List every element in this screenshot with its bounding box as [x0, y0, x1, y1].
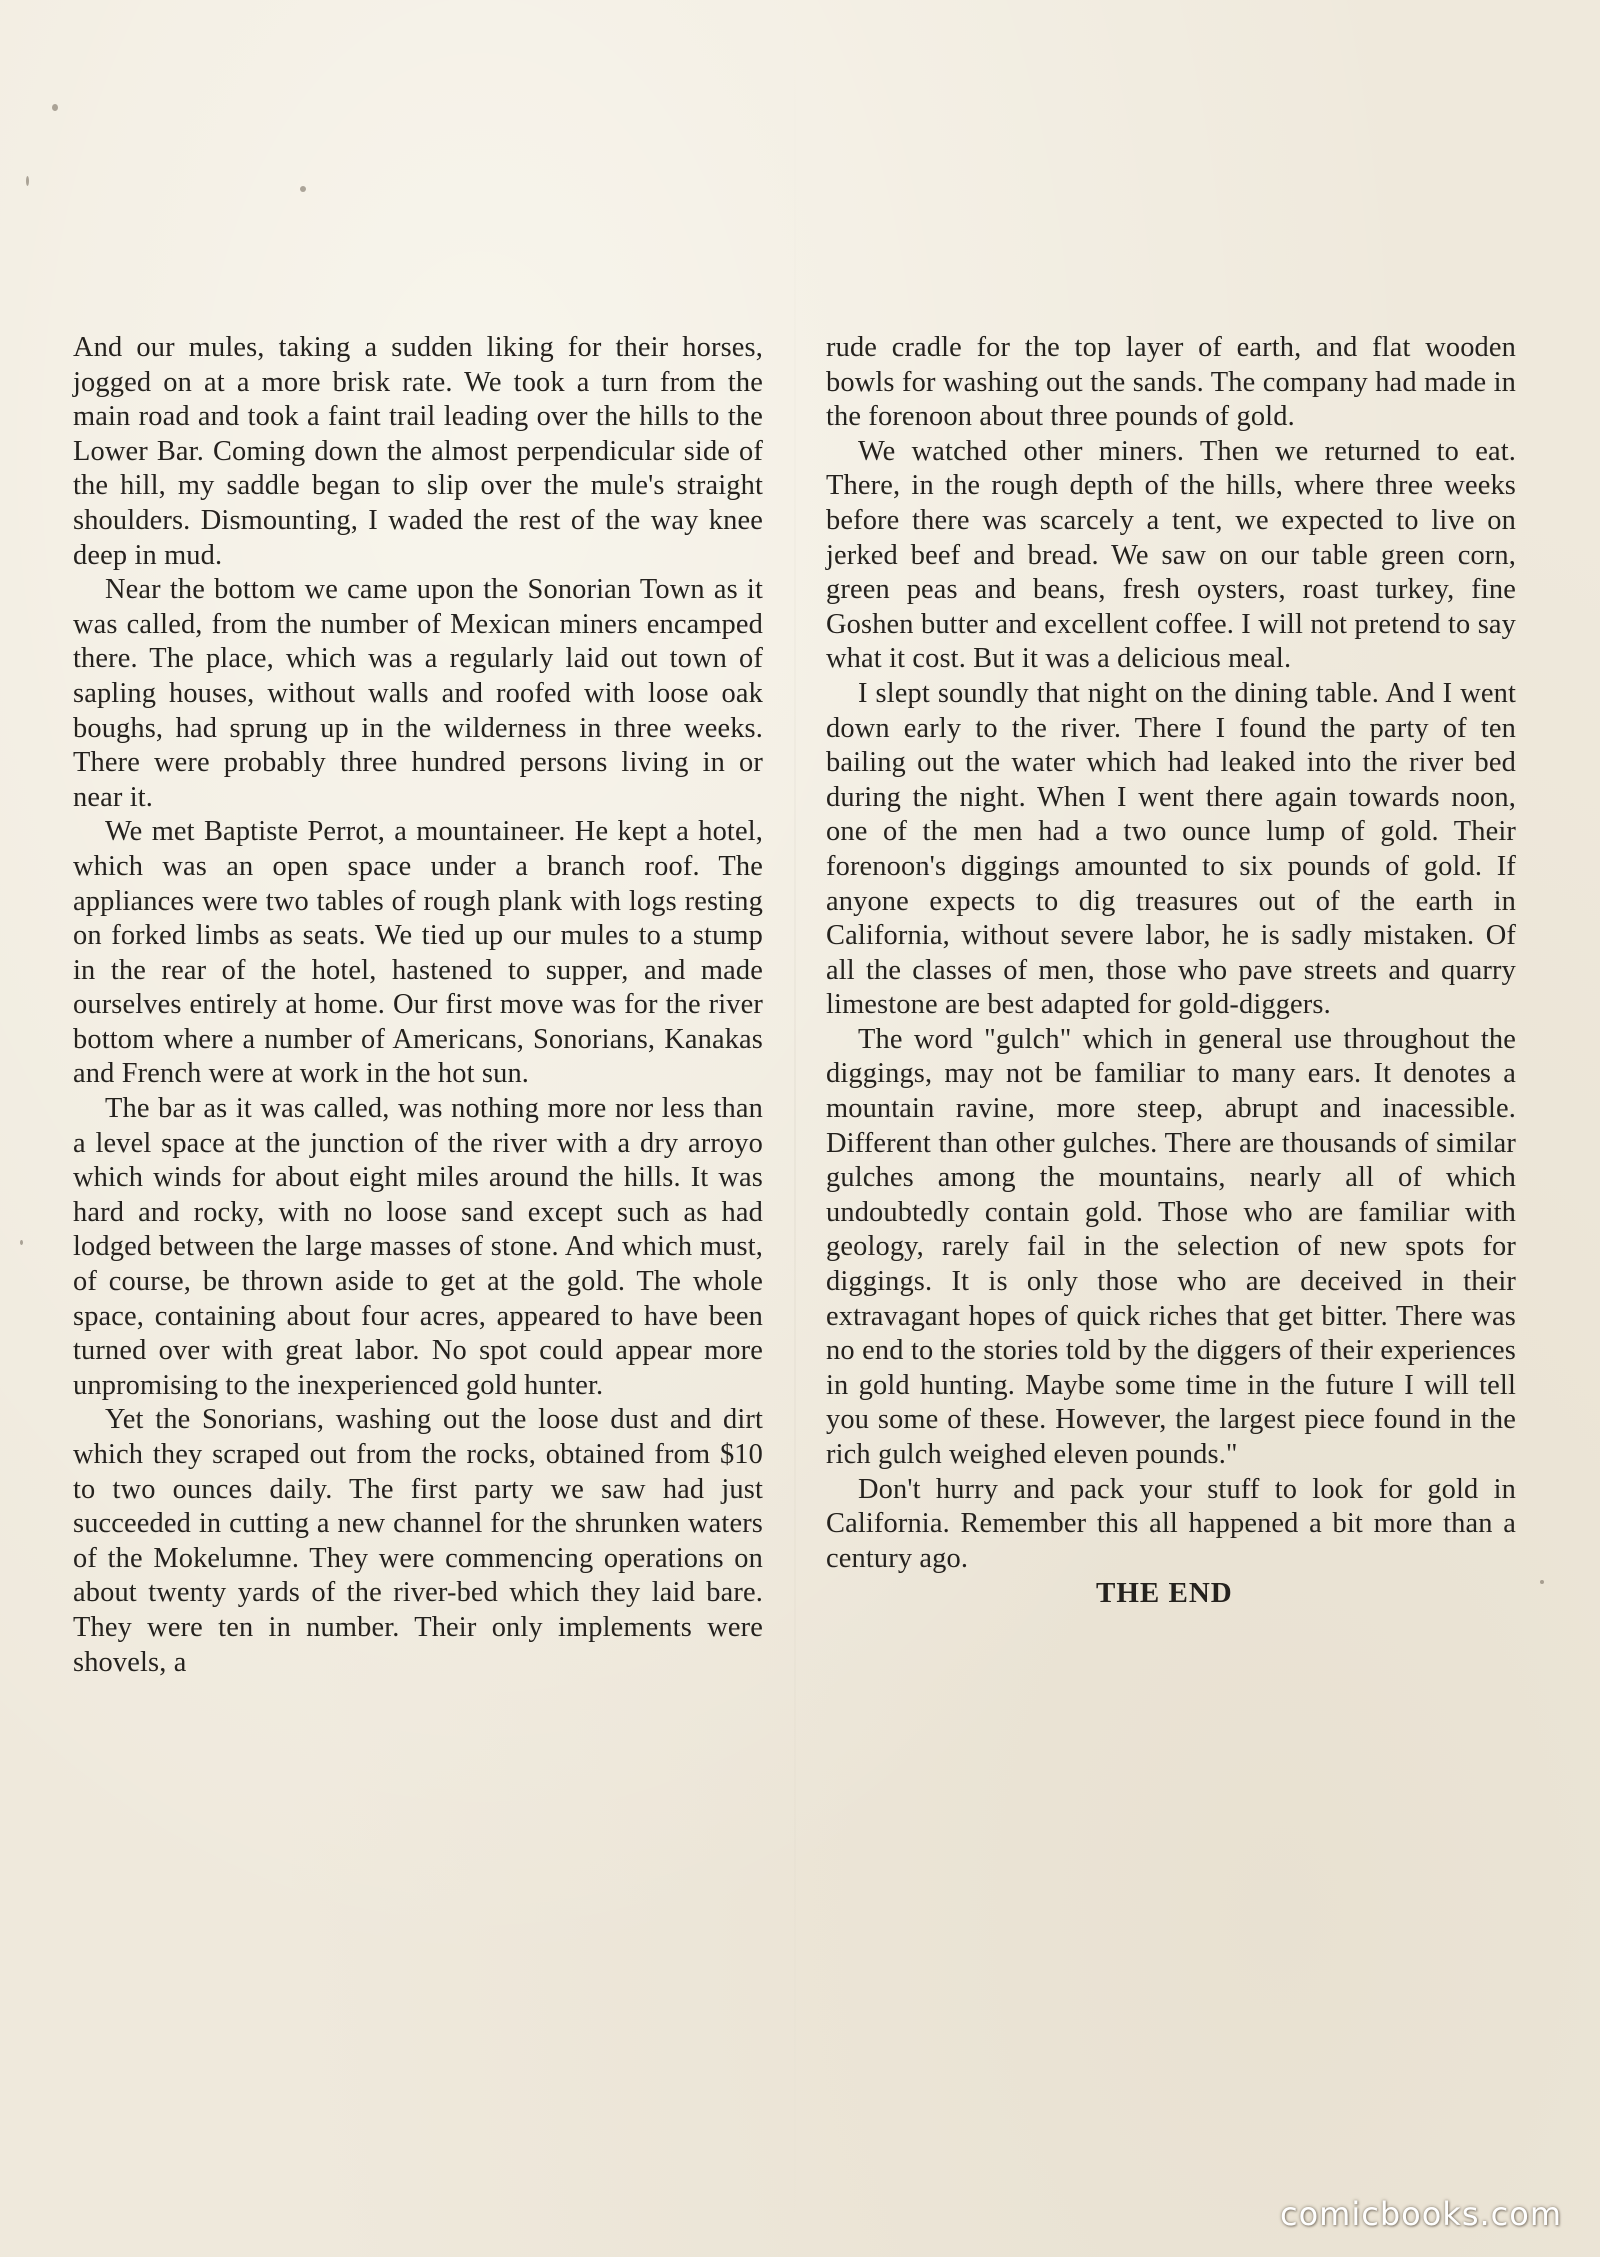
paper-speck [300, 186, 306, 192]
paper-speck [26, 176, 29, 186]
paper-speck [52, 104, 58, 111]
paragraph: We watched other miners. Then we returned to eat. There, in the rough depth of the hills, where three weeks before there was scarcely a tent, we expected to live on jerked beef and bread. We saw on our table green corn, green peas and beans, fresh oysters, roast turkey, fine Goshen butter and excellent coffee. I will not pretend to say what it cost. But it was a delicious meal. [826, 435, 1516, 675]
right-column [826, 331, 1516, 1611]
paper-speck [1540, 1580, 1544, 1584]
left-column [73, 331, 763, 1680]
paragraph: Yet the Sonorians, washing out the loose dust and dirt which they scraped out from the rocks, obtained from $10 to two ounces daily. The first party we saw had just succeeded in cutting a new channel for the shrunken waters of the Mokelumne. They were commencing operations on about twenty yards of the river-bed which they laid bare. They were ten in number. Their only implements were shovels, a [73, 1404, 763, 1678]
watermark: comicbooks.com [1279, 2195, 1562, 2233]
paragraph: rude cradle for the top layer of earth, and flat wooden bowls for washing out the sands. The company had made in the forenoon about three pounds of gold. [826, 332, 1516, 433]
page-fold [794, 0, 796, 2257]
paragraph: The word "gulch" which in general use throughout the diggings, may not be familiar to many ears. It denotes a mountain ravine, more steep, abrupt and inacessible. Different than other gulches. There are thousands of similar gulches among the mountains, nearly all of which undoubtedly contain gold. Those who are familiar with geology, rarely fail in the selection of new spots for diggings. It is only those who are deceived in their extravagant hopes of quick riches that get bitter. There was no end to the stories told by the diggers of their experiences in gold hunting. Maybe some time in the future I will tell you some of these. However, the largest piece found in the rich gulch weighed eleven pounds." [826, 1023, 1516, 1470]
paragraph: I slept soundly that night on the dining table. And I went down early to the river. There I found the party of ten bailing out the water which had leaked into the river bed during the night. When I went there again towards noon, one of the men had a two ounce lump of gold. Their forenoon's diggings amounted to six pounds of gold. If anyone expects to dig treasures out of the earth in California, without severe labor, he is sadly mistaken. Of all the classes of men, those who pave streets and quarry limestone are best adapted for gold-diggers. [826, 677, 1516, 1021]
paragraph: We met Baptiste Perrot, a mountaineer. He kept a hotel, which was an open space under a branch roof. The appliances were two tables of rough plank with logs resting on forked limbs as seats. We tied up our mules to a stump in the rear of the hotel, hastened to supper, and made ourselves entirely at home. Our first move was for the river bottom where a number of Americans, Sonorians, Kanakas and French were at work in the hot sun. [73, 816, 763, 1090]
paragraph: And our mules, taking a sudden liking for their horses, jogged on at a more brisk rate. We took a turn from the main road and took a faint trail leading over the hills to the Lower Bar. Coming down the almost perpendicular side of the hill, my saddle began to slip over the mule's straight shoulders. Dismounting, I waded the rest of the way knee deep in mud. [73, 332, 763, 571]
paragraph: The bar as it was called, was nothing more nor less than a level space at the junction of the river with a dry arroyo which winds for about eight miles around the hills. It was hard and rocky, with no loose sand except such as had lodged between the large masses of stone. And which must, of course, be thrown aside to get at the gold. The whole space, containing about four acres, appeared to have been turned over with great labor. No spot could appear more unpromising to the inexperienced gold hunter. [73, 1093, 763, 1401]
the-end-label: THE END [1096, 1577, 1233, 1610]
paper-speck [20, 1240, 23, 1245]
paragraph: Don't hurry and pack your stuff to look for gold in California. Remember this all happened a bit more than a century ago. [826, 1473, 1516, 1574]
paragraph: Near the bottom we came upon the Sonorian Town as it was called, from the number of Mexican miners encamped there. The place, which was a regularly laid out town of sapling houses, without walls and roofed with loose oak boughs, had sprung up in the wilderness in three weeks. There were probably three hundred persons living in or near it. [73, 574, 763, 813]
